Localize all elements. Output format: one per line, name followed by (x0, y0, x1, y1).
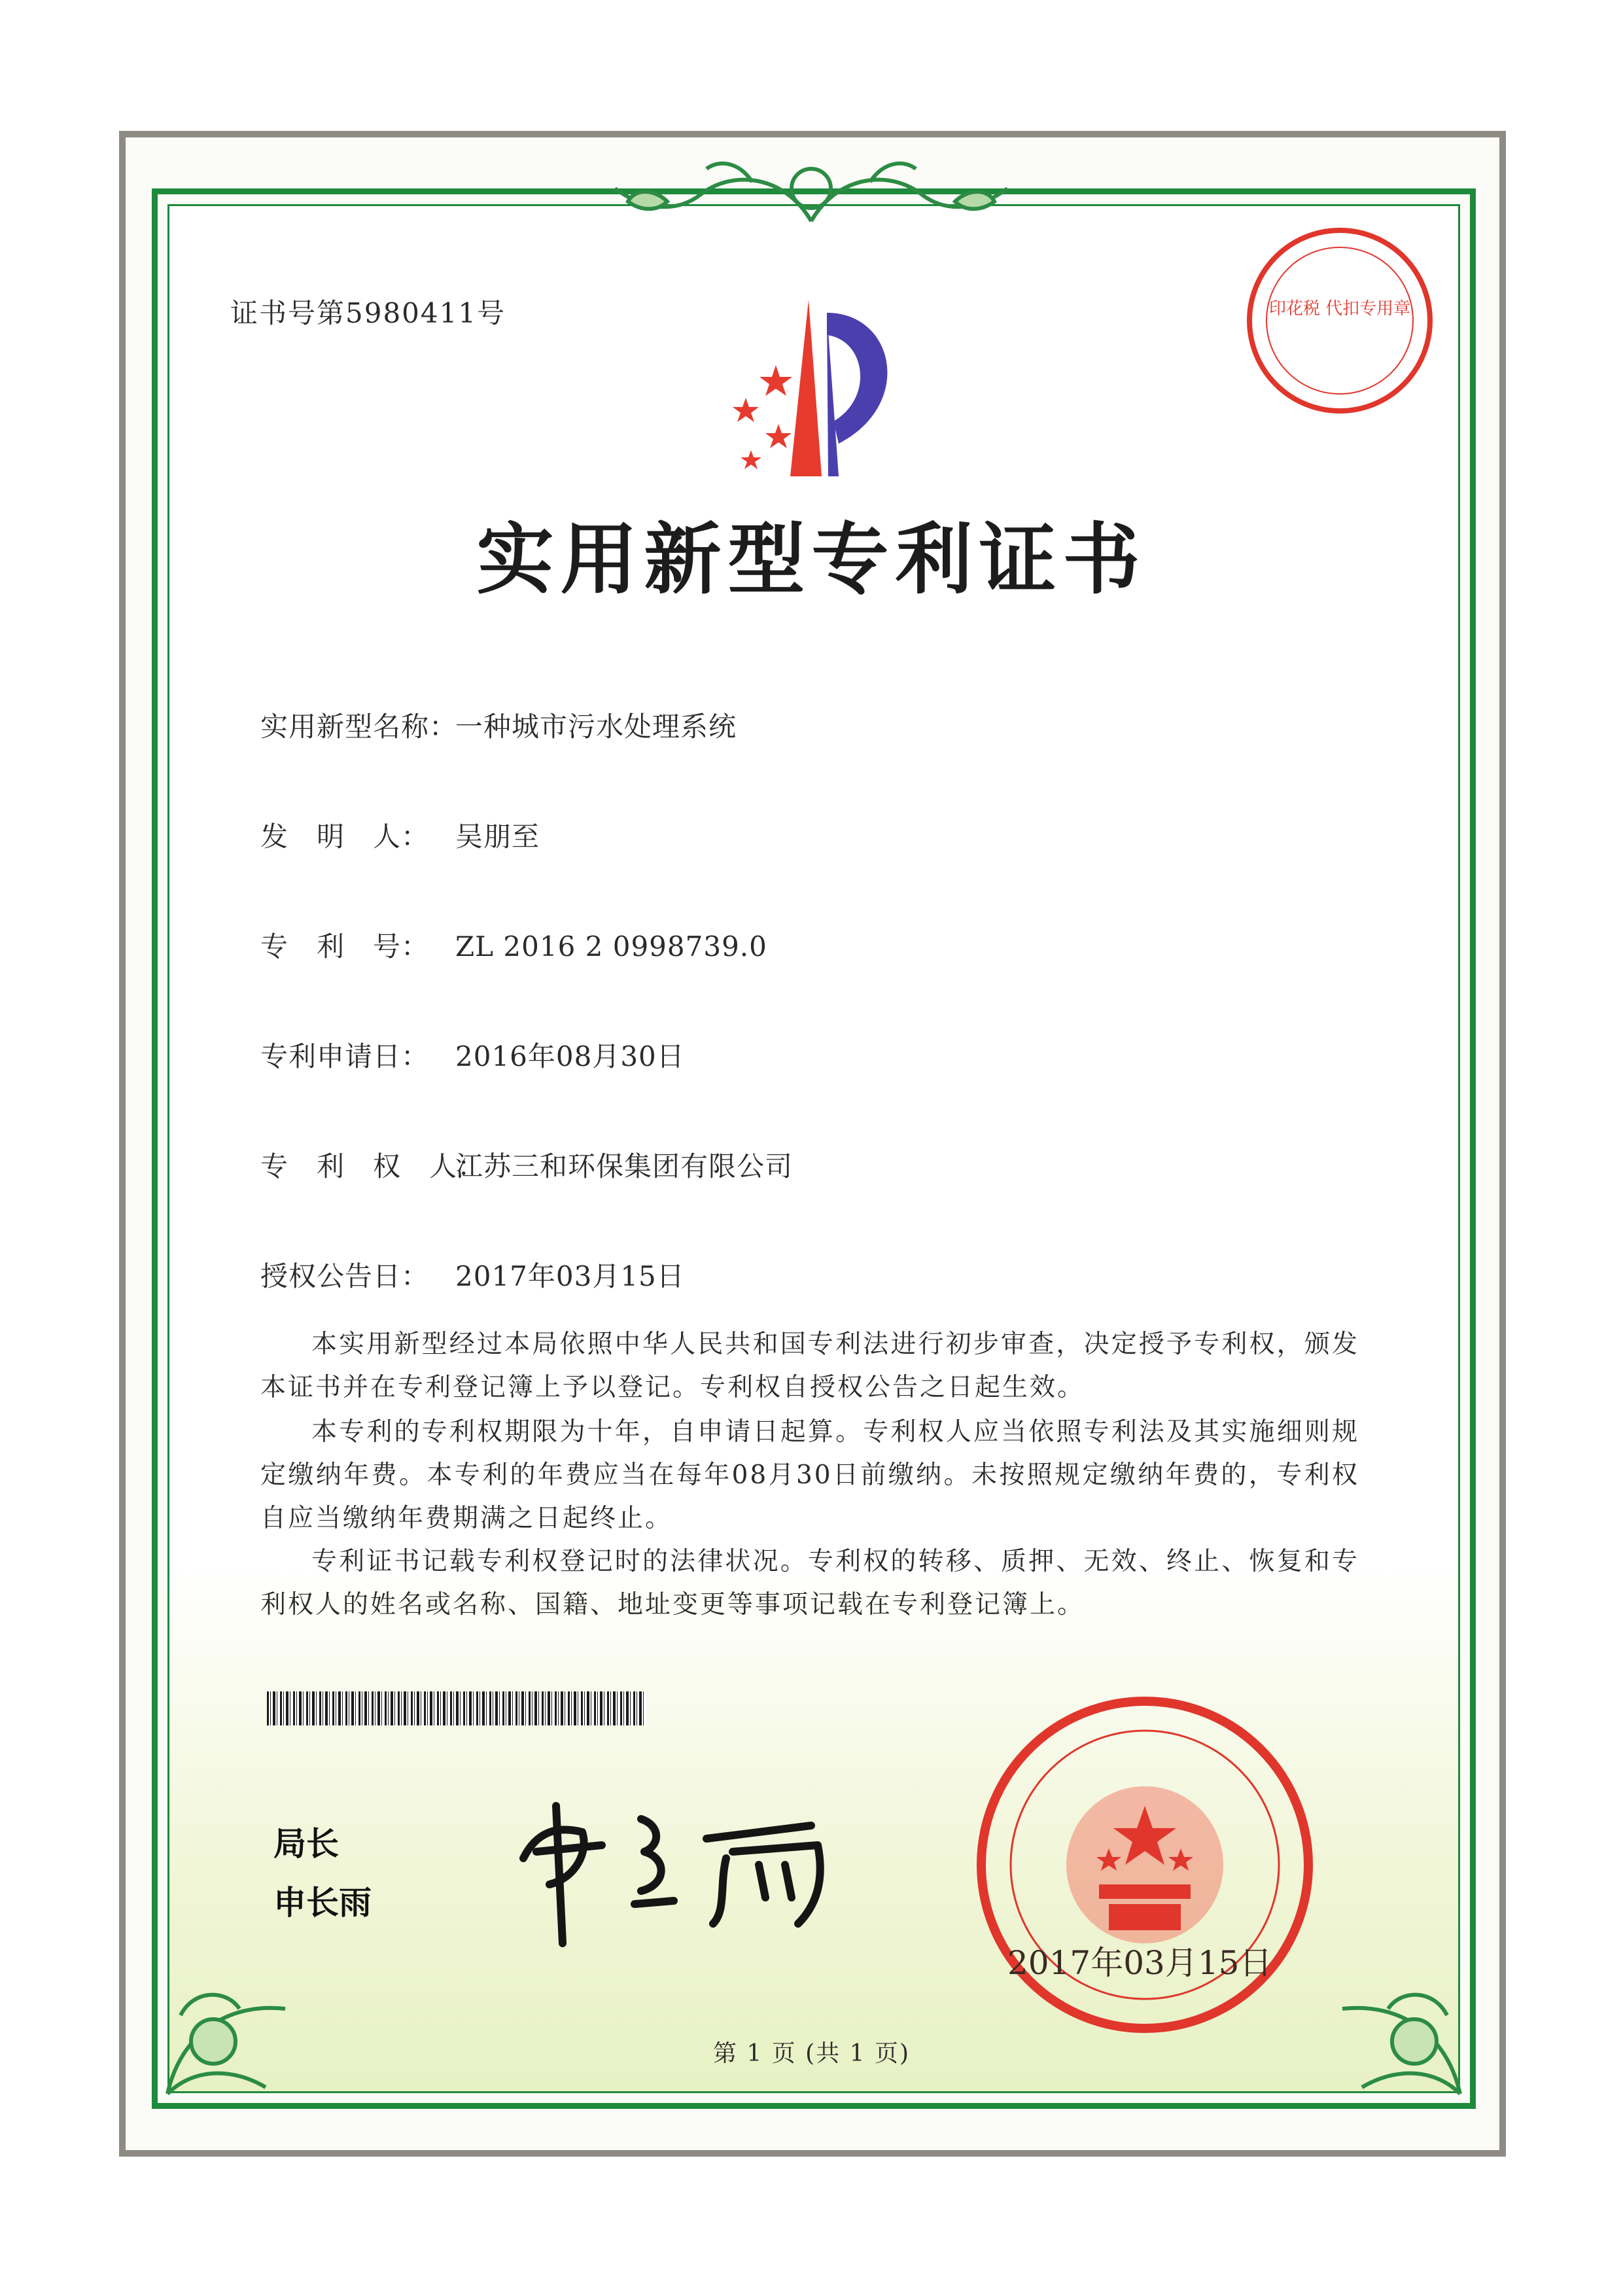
barcode (267, 1691, 646, 1725)
certificate-number: 证书号第5980411号 (230, 297, 506, 329)
field-label: 发 明 人： (260, 821, 430, 853)
tax-stamp-icon (1242, 222, 1438, 419)
signatory-title: 局长 (273, 1825, 339, 1863)
field-patent-number (260, 925, 767, 964)
field-value: 2016年08月30日 (455, 1040, 685, 1072)
patent-office-logo-icon (699, 293, 934, 483)
handwritten-signature-icon (510, 1780, 850, 1950)
page-indicator: 第 1 页 (共 1 页) (712, 2040, 911, 2067)
official-seal-icon (968, 1688, 1321, 2041)
field-application-date (260, 1035, 685, 1074)
field-inventor (260, 815, 540, 855)
field-label: 实用新型名称： (260, 711, 458, 743)
field-value: ZL 2016 2 0998739.0 (455, 930, 767, 963)
tax-stamp-text-line1: 印花税 代扣专用章 (1268, 299, 1411, 319)
certificate-title: 实用新型专利证书 (476, 514, 1147, 605)
field-value: 吴朋至 (455, 821, 540, 853)
seal-date: 2017年03月15日 (1007, 1944, 1272, 1982)
field-utility-model-name (260, 705, 737, 745)
field-patentee (260, 1145, 793, 1184)
field-value: 一种城市污水处理系统 (455, 711, 737, 743)
paragraph-examination: 本实用新型经过本局依照中华人民共和国专利法进行初步审查，决定授予专利权，颁发本证书并在专利登记簿上予以登记。专利权自授权公告之日起生效。 (260, 1330, 1359, 1402)
field-grant-date (260, 1255, 685, 1294)
paragraph-legal-status: 专利证书记载专利权登记时的法律状况。专利权的转移、质押、无效、终止、恢复和专利权人的姓名或名称、国籍、地址变更等事项记载在专利登记簿上。 (260, 1547, 1359, 1619)
field-label: 专 利 号： (260, 930, 430, 963)
field-label: 授权公告日： (260, 1260, 430, 1292)
field-value: 2017年03月15日 (455, 1260, 685, 1292)
top-ornament-icon (589, 149, 1034, 234)
paragraph-term: 本专利的专利权期限为十年，自申请日起算。专利权人应当依照专利法及其实施细则规定缴纳年费。本专利的年费应当在每年08月30日前缴纳。未按照规定缴纳年费的，专利权自应当缴纳年费期满之日起终止。 (260, 1417, 1359, 1533)
field-label: 专利申请日： (260, 1040, 430, 1072)
signatory-name: 申长雨 (273, 1884, 372, 1922)
field-label: 专 利 权 人： (260, 1150, 486, 1182)
field-value: 江苏三和环保集团有限公司 (455, 1150, 794, 1182)
bottom-left-ornament-icon (154, 1937, 324, 2107)
bottom-right-ornament-icon (1303, 1937, 1473, 2107)
